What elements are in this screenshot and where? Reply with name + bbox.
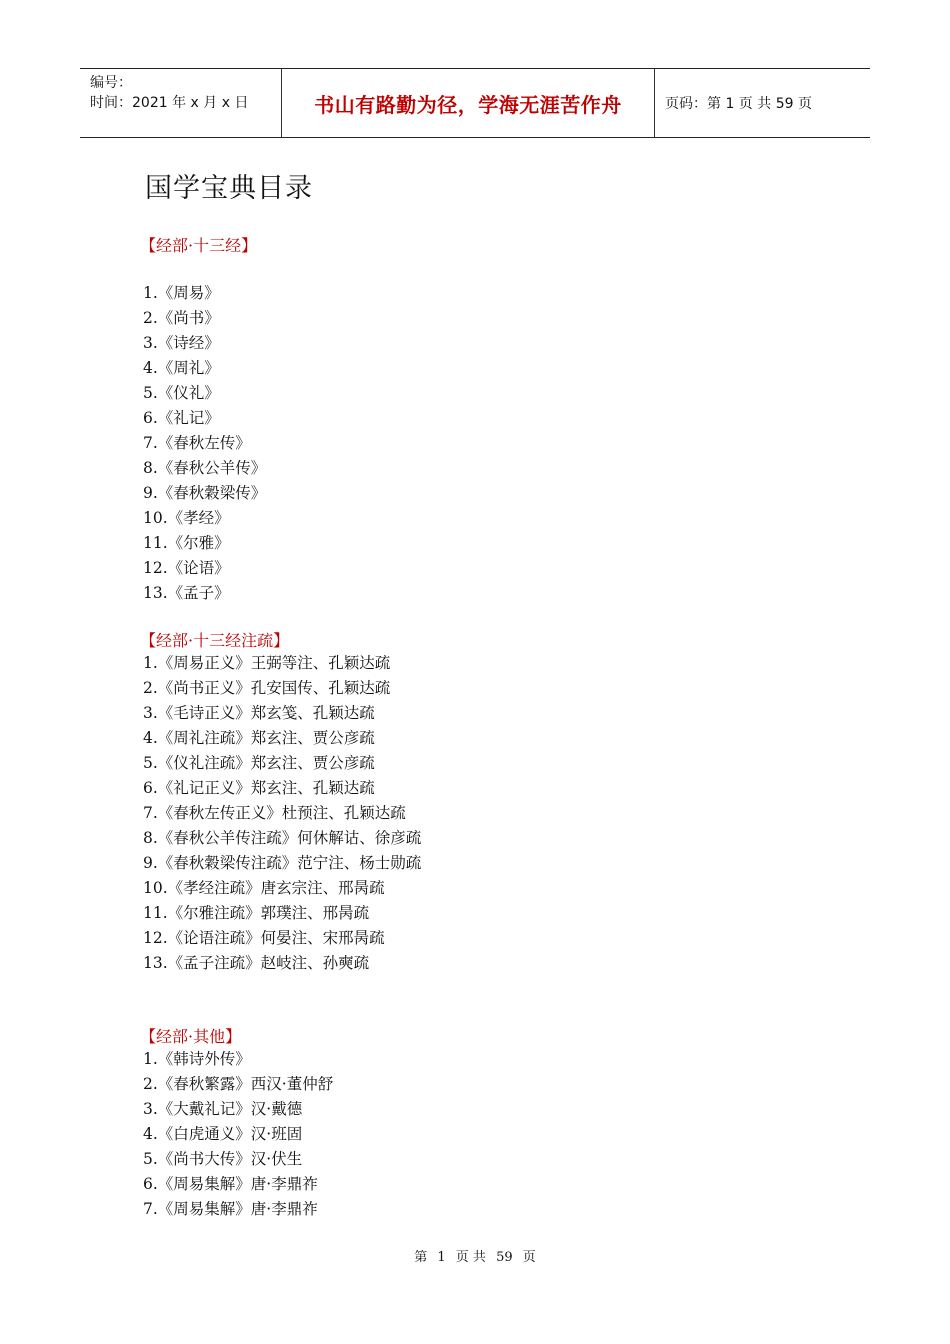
footer-mid: 页 共 xyxy=(455,1250,486,1265)
footer-prefix: 第 xyxy=(414,1250,428,1265)
section-list xyxy=(143,651,421,976)
header-meta xyxy=(80,69,282,137)
list-item: 2.《尚书正义》孔安国传、孔颖达疏 xyxy=(143,679,391,697)
footer-total-pages: 59 xyxy=(496,1250,513,1265)
list-item: 2.《尚书》 xyxy=(143,309,220,327)
footer-page-number: 1 xyxy=(437,1250,446,1265)
list-item: 5.《仪礼》 xyxy=(143,384,220,402)
list-item: 9.《春秋穀梁传》 xyxy=(143,484,267,502)
header-motto: 书山有路勤为径，学海无涯苦作舟 xyxy=(282,69,655,137)
list-item: 6.《礼记正义》郑玄注、孔颖达疏 xyxy=(143,779,375,797)
list-item: 13.《孟子注疏》赵岐注、孙奭疏 xyxy=(143,954,370,972)
section-heading: 【经部·十三经注疏】 xyxy=(140,631,290,650)
list-item: 5.《仪礼注疏》郑玄注、贾公彦疏 xyxy=(143,754,375,772)
list-item: 7.《春秋左传》 xyxy=(143,434,251,452)
section-list xyxy=(143,1047,333,1222)
list-item: 3.《诗经》 xyxy=(143,334,220,352)
footer-suffix: 页 xyxy=(522,1250,536,1265)
list-item: 4.《周礼》 xyxy=(143,359,220,377)
list-item: 11.《尔雅注疏》郭璞注、邢昺疏 xyxy=(143,904,370,922)
header-page-info: 页码：第 1 页 共 59 页 xyxy=(665,96,812,112)
list-item: 6.《周易集解》唐·李鼎祚 xyxy=(143,1175,318,1193)
list-item: 3.《大戴礼记》汉·戴德 xyxy=(143,1100,303,1118)
list-item: 2.《春秋繁露》西汉·董仲舒 xyxy=(143,1075,334,1093)
list-item: 8.《春秋公羊传注疏》何休解诂、徐彦疏 xyxy=(143,829,422,847)
list-item: 3.《毛诗正义》郑玄笺、孔颖达疏 xyxy=(143,704,375,722)
list-item: 1.《周易正义》王弼等注、孔颖达疏 xyxy=(143,654,391,672)
list-item: 9.《春秋穀梁传注疏》范宁注、杨士勋疏 xyxy=(143,854,422,872)
list-item: 12.《论语注疏》何晏注、宋邢昺疏 xyxy=(143,929,385,947)
list-item: 4.《白虎通义》汉·班固 xyxy=(143,1125,303,1143)
document-title: 国学宝典目录 xyxy=(145,173,313,204)
list-item: 12.《论语》 xyxy=(143,559,230,577)
list-item: 7.《周易集解》唐·李鼎祚 xyxy=(143,1200,318,1218)
list-item: 13.《孟子》 xyxy=(143,584,230,602)
section-heading: 【经部·其他】 xyxy=(140,1027,242,1046)
list-item: 11.《尔雅》 xyxy=(143,534,230,552)
list-item: 10.《孝经》 xyxy=(143,509,230,527)
list-item: 1.《周易》 xyxy=(143,284,220,302)
list-item: 5.《尚书大传》汉·伏生 xyxy=(143,1150,303,1168)
section-list xyxy=(143,281,266,606)
page-header xyxy=(80,68,870,138)
section-heading: 【经部·十三经】 xyxy=(140,236,258,255)
list-item: 6.《礼记》 xyxy=(143,409,220,427)
page-footer xyxy=(0,1246,950,1265)
time-label: 时间：2021 年 x 月 x 日 xyxy=(90,95,249,111)
list-item: 4.《周礼注疏》郑玄注、贾公彦疏 xyxy=(143,729,375,747)
number-label: 编号： xyxy=(90,75,132,91)
list-item: 7.《春秋左传正义》杜预注、孔颖达疏 xyxy=(143,804,406,822)
list-item: 10.《孝经注疏》唐玄宗注、邢昺疏 xyxy=(143,879,385,897)
list-item: 8.《春秋公羊传》 xyxy=(143,459,267,477)
list-item: 1.《韩诗外传》 xyxy=(143,1050,251,1068)
